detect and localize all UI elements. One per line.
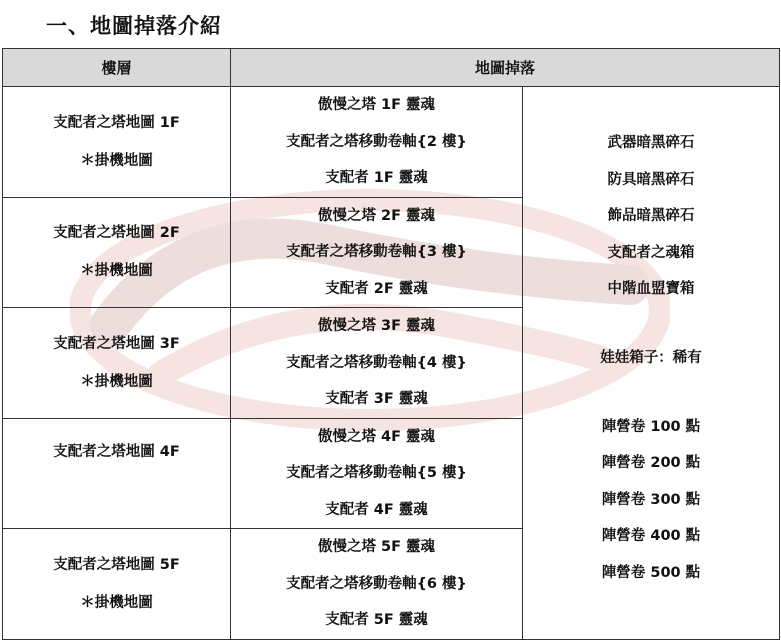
- drop-item: 傲慢之塔 5F 靈魂: [317, 539, 436, 555]
- drop-table: [2, 48, 780, 640]
- floor-cell: [3, 197, 231, 308]
- floor-cell: [3, 529, 231, 640]
- common-drop-item: 陣營卷 200 點: [601, 455, 701, 472]
- drop-item: 傲慢之塔 3F 靈魂: [317, 318, 436, 334]
- common-drop-item: 防具暗黑碎石: [607, 171, 695, 188]
- table-row: [3, 87, 780, 198]
- header-floor: 樓層: [3, 49, 231, 87]
- common-drop-item: 陣營卷 500 點: [601, 564, 701, 581]
- floor-note: ＊掛機地圖: [80, 263, 153, 280]
- drop-item: 支配者 4F 靈魂: [325, 501, 428, 518]
- drop-item: 傲慢之塔 4F 靈魂: [317, 428, 436, 445]
- drop-item: 支配者 3F 靈魂: [325, 391, 428, 407]
- floor-cell: [3, 418, 231, 529]
- drops-cell: [231, 87, 523, 198]
- floor-name: 支配者之塔地圖 4F: [53, 443, 180, 460]
- common-drop-item: 娃娃箱子：稀有: [600, 349, 702, 366]
- drops-cell: [231, 418, 523, 529]
- floor-note: ＊掛機地圖: [80, 373, 153, 390]
- header-drops: 地圖掉落: [231, 49, 780, 87]
- drop-item: 支配者之塔移動卷軸{5 樓}: [286, 465, 467, 481]
- floor-name: 支配者之塔地圖 2F: [53, 225, 180, 242]
- drop-item: 支配者之塔移動卷軸{4 樓}: [286, 354, 467, 371]
- drop-item: 支配者之塔移動卷軸{2 樓}: [286, 133, 467, 150]
- drop-item: 支配者 2F 靈魂: [325, 280, 428, 297]
- drop-item: 支配者 5F 靈魂: [325, 612, 428, 628]
- floor-name: 支配者之塔地圖 5F: [53, 556, 180, 573]
- drop-item: 傲慢之塔 1F 靈魂: [317, 97, 436, 113]
- common-drop-item: 陣營卷 300 點: [601, 491, 701, 508]
- floor-note: ＊掛機地圖: [80, 152, 153, 169]
- drop-item: 支配者 1F 靈魂: [325, 170, 428, 186]
- common-drop-item: 陣營卷 100 點: [601, 418, 701, 435]
- floor-cell: [3, 308, 231, 419]
- drop-item: 支配者之塔移動卷軸{6 樓}: [286, 575, 467, 592]
- common-drops-cell: [523, 87, 780, 640]
- common-drop-item: 陣營卷 400 點: [601, 528, 701, 545]
- drop-item: 傲慢之塔 2F 靈魂: [317, 207, 436, 224]
- drop-item: 支配者之塔移動卷軸{3 樓}: [286, 244, 467, 260]
- common-drop-item: 支配者之魂箱: [607, 244, 695, 261]
- drops-cell: [231, 308, 523, 419]
- common-drop-item: 中階血盟寶箱: [607, 281, 695, 298]
- section-title: 一、地圖掉落介紹: [46, 14, 222, 38]
- floor-cell: [3, 87, 231, 198]
- common-drop-item: 飾品暗黑碎石: [607, 208, 695, 225]
- floor-note: ＊掛機地圖: [80, 594, 153, 611]
- drops-cell: [231, 529, 523, 640]
- common-drop-item: 武器暗黑碎石: [607, 135, 695, 151]
- floor-name: 支配者之塔地圖 3F: [53, 335, 180, 352]
- floor-name: 支配者之塔地圖 1F: [53, 114, 180, 131]
- drops-cell: [231, 197, 523, 308]
